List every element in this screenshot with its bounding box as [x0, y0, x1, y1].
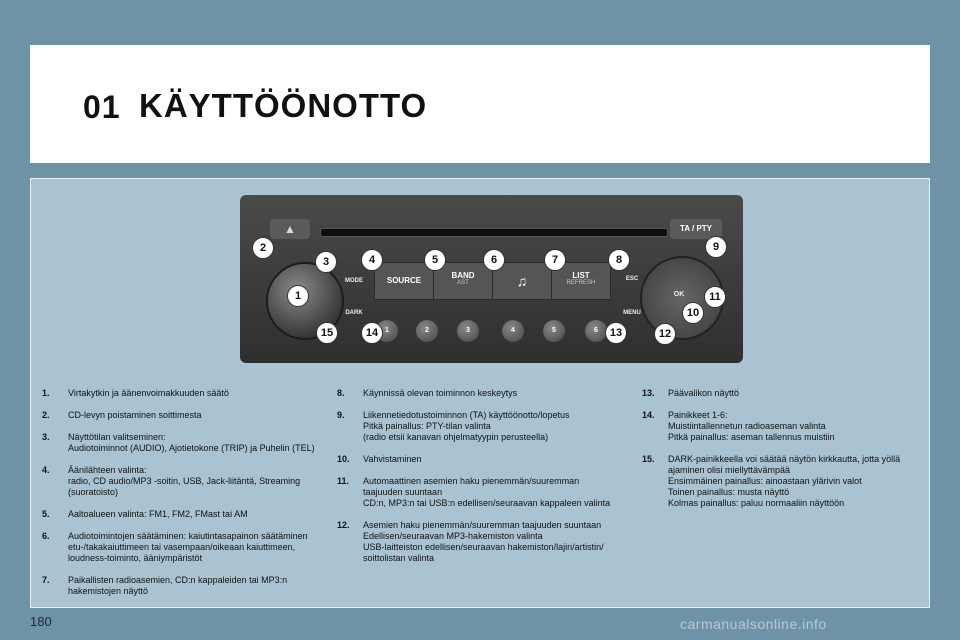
callout-10: 10 — [682, 302, 704, 324]
esc-button: ESC — [625, 276, 639, 282]
legend-text: Virtakytkin ja äänenvoimakkuuden säätö — [68, 388, 229, 398]
legend-number: 13. — [642, 388, 655, 398]
legend-item — [42, 410, 332, 421]
legend-text: Näyttötilan valitseminen: Audiotoiminnot (AUDIO), Ajotietokone (TRIP) ja Puhelin (TEL) — [68, 432, 315, 453]
legend-text: DARK-painikkeella voi säätää näytön kirkkautta, jotta yöllä ajaminen olisi miellyttävämpää Ensimmäinen painallus: ainoastaan ylärivin valot Toinen painallus: musta näyttö Kolmas painallus: paluu normaaliin näyttöön — [668, 454, 901, 508]
preset-button-2: 2 — [416, 320, 438, 342]
legend-text: Vahvistaminen — [363, 454, 422, 464]
legend-number: 2. — [42, 410, 50, 420]
legend-text: Asemien haku pienemmän/suuremman taajuuden suuntaan Edellisen/seuraavan MP3-hakemiston valinta USB-laitteiston edellisen/seuraavan hakemiston/lajin/artistin/ soittolistan valinta — [363, 520, 604, 563]
preset-button-6: 6 — [585, 320, 607, 342]
legend-number: 7. — [42, 575, 50, 585]
cd-slot — [320, 228, 668, 237]
legend-text: Automaattinen asemien haku pienemmän/suuremman taajuuden suuntaan CD:n, MP3:n tai USB:n edellisen/seuraavan kappaleen valinta — [363, 476, 611, 508]
callout-11: 11 — [704, 286, 726, 308]
chapter-number: 01 — [83, 89, 121, 125]
preset-button-1: 1 — [376, 320, 398, 342]
legend-item — [337, 520, 632, 564]
legend-item — [42, 432, 332, 454]
callout-3: 3 — [315, 251, 337, 273]
legend-text: Painikkeet 1-6: Muistiintallennetun radioaseman valinta Pitkä painallus: aseman tallennus muistiin — [668, 410, 835, 442]
legend-item — [42, 509, 332, 520]
legend-number: 1. — [42, 388, 50, 398]
preset-button-3: 3 — [457, 320, 479, 342]
legend-number: 5. — [42, 509, 50, 519]
callout-4: 4 — [361, 249, 383, 271]
legend-item — [42, 388, 332, 399]
legend-number: 12. — [337, 520, 350, 530]
watermark: carmanualsonline.info — [680, 616, 827, 632]
legend-item — [337, 476, 632, 509]
legend-item — [337, 388, 632, 399]
legend-number: 4. — [42, 465, 50, 475]
callout-5: 5 — [424, 249, 446, 271]
callout-6: 6 — [483, 249, 505, 271]
callout-2: 2 — [252, 237, 274, 259]
preset-button-5: 5 — [543, 320, 565, 342]
legend-number: 8. — [337, 388, 345, 398]
legend-item — [642, 410, 927, 443]
legend-number: 11. — [337, 476, 350, 486]
callout-13: 13 — [605, 322, 627, 344]
ta-pty-button: TA / PTY — [670, 219, 722, 239]
legend-text: Aaltoalueen valinta: FM1, FM2, FMast tai AM — [68, 509, 248, 519]
list-label: LIST — [572, 271, 590, 280]
legend-item — [42, 465, 332, 498]
legend-text: Käynnissä olevan toiminnon keskeytys — [363, 388, 518, 398]
preset-button-4: 4 — [502, 320, 524, 342]
legend-item — [642, 454, 927, 509]
legend-text: Päävalikon näyttö — [668, 388, 740, 398]
legend-item — [642, 388, 927, 399]
callout-9: 9 — [705, 236, 727, 258]
callout-8: 8 — [608, 249, 630, 271]
legend-text: Äänilähteen valinta: radio, CD audio/MP3 -soitin, USB, Jack-liitäntä, Streaming (suoratoisto) — [68, 465, 301, 497]
source-button: SOURCE — [374, 262, 434, 300]
legend-item — [42, 531, 332, 564]
legend-column-1 — [42, 388, 332, 608]
legend-text: Liikennetiedotustoiminnon (TA) käyttöönotto/lopetus Pitkä painallus: PTY-tilan valinta (radio etsii kanavan ohjelmatyypin perusteella) — [363, 410, 570, 442]
callout-1: 1 — [287, 285, 309, 307]
dark-button: DARK — [345, 310, 363, 316]
page-number: 180 — [30, 614, 52, 629]
legend-item — [337, 410, 632, 443]
list-sub-label: REFRESH — [566, 280, 596, 286]
callout-12: 12 — [654, 323, 676, 345]
legend-column-3 — [642, 388, 927, 520]
page-title: KÄYTTÖÖNOTTO — [139, 87, 428, 124]
legend-number: 14. — [642, 410, 655, 420]
callout-14: 14 — [361, 322, 383, 344]
menu-button: MENU — [623, 310, 641, 316]
legend-number: 15. — [642, 454, 655, 464]
legend-item — [337, 454, 632, 465]
legend-column-2 — [337, 388, 632, 575]
band-label: BAND — [451, 271, 475, 280]
legend-text: Audiotoimintojen säätäminen: kaiutintasapainon säätäminen etu-/takakaiuttimeen tai vasempaan/oikeaan kaiuttimeen, loudness-toiminto, ääniympäristöt — [68, 531, 308, 563]
band-sub-label: AST — [457, 280, 469, 286]
legend-number: 10. — [337, 454, 350, 464]
legend-text: CD-levyn poistaminen soittimesta — [68, 410, 202, 420]
ok-button: OK — [673, 291, 685, 298]
legend-number: 9. — [337, 410, 345, 420]
legend-item — [42, 575, 332, 597]
legend-number: 3. — [42, 432, 50, 442]
mode-button: MODE — [345, 278, 363, 284]
eject-button: ▲ — [270, 219, 310, 239]
callout-7: 7 — [544, 249, 566, 271]
music-button: ♫ — [492, 262, 552, 300]
legend-text: Paikallisten radioasemien, CD:n kappaleiden tai MP3:n hakemistojen näyttö — [68, 575, 288, 596]
legend-number: 6. — [42, 531, 50, 541]
callout-15: 15 — [316, 322, 338, 344]
